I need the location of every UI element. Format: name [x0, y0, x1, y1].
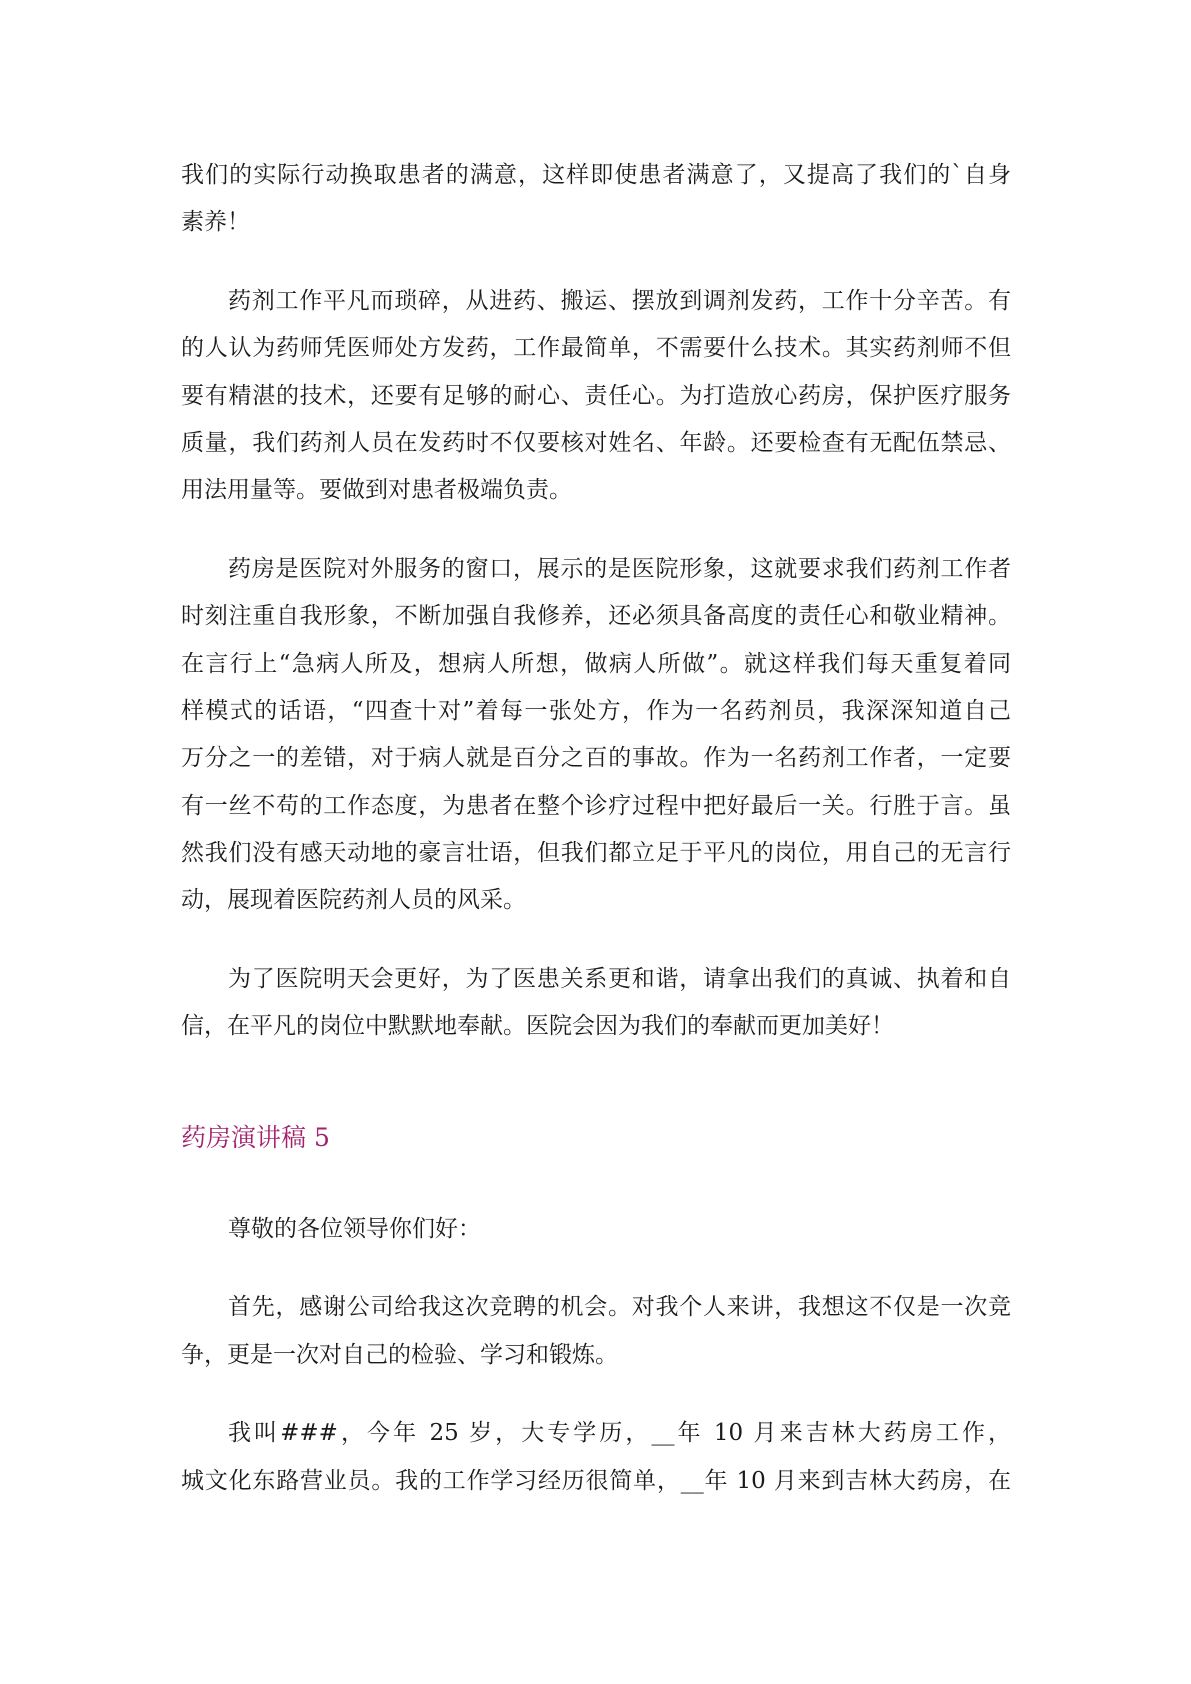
paragraph-line: 素养！	[181, 209, 250, 236]
paragraph-line: 我叫###，今年 25 岁，大专学历，__年 10 月来吉林大药房工作，	[228, 1420, 1011, 1447]
body-paragraph	[181, 278, 1011, 515]
paragraph-line: 时刻注重自我形象，不断加强自我修养，还必须具备高度的责任心和敬业精神。	[181, 603, 1011, 630]
body-paragraph	[181, 956, 1011, 1051]
paragraph-line: 动，展现着医院药剂人员的风采。	[181, 887, 526, 914]
body-paragraph	[181, 1206, 1011, 1253]
paragraph-line: 用法用量等。要做到对患者极端负责。	[181, 477, 572, 504]
section-heading: 药房演讲稿 5	[181, 1122, 330, 1152]
paragraph-line: 争，更是一次对自己的检验、学习和锻炼。	[181, 1341, 618, 1368]
paragraph-line: 在言行上“急病人所及，想病人所想，做病人所做”。就这样我们每天重复着同	[181, 650, 1011, 677]
paragraph-line: 万分之一的差错，对于病人就是百分之百的事故。作为一名药剂工作者，一定要	[181, 745, 1011, 772]
paragraph-line: 为了医院明天会更好，为了医患关系更和谐，请拿出我们的真诚、执着和自	[228, 965, 1011, 992]
paragraph-line: 首先，感谢公司给我这次竞聘的机会。对我个人来讲，我想这不仅是一次竞	[228, 1294, 1011, 1321]
paragraph-line: 信，在平凡的岗位中默默地奉献。医院会因为我们的奉献而更加美好！	[181, 1013, 894, 1040]
paragraph-line: 的人认为药师凭医师处方发药，工作最简单，不需要什么技术。其实药剂师不但	[181, 335, 1011, 362]
paragraph-line: 药房是医院对外服务的窗口，展示的是医院形象，这就要求我们药剂工作者	[228, 555, 1011, 582]
paragraph-line: 药剂工作平凡而琐碎，从进药、搬运、摆放到调剂发药，工作十分辛苦。有	[228, 287, 1011, 314]
paragraph-line: 我们的实际行动换取患者的满意，这样即使患者满意了，又提高了我们的`自身	[181, 162, 1011, 188]
body-paragraph	[181, 152, 1011, 247]
paragraph-line: 有一丝不苟的工作态度，为患者在整个诊疗过程中把好最后一关。行胜于言。虽	[181, 792, 1011, 819]
paragraph-line: 然我们没有感天动地的豪言壮语，但我们都立足于平凡的岗位，用自己的无言行	[181, 840, 1011, 867]
paragraph-line: 城文化东路营业员。我的工作学习经历很简单，__年 10 月来到吉林大药房，在	[181, 1467, 1011, 1494]
paragraph-line: 要有精湛的技术，还要有足够的耐心、责任心。为打造放心药房，保护医疗服务	[181, 382, 1011, 409]
document-body	[181, 152, 1011, 1536]
body-paragraph	[181, 1410, 1011, 1505]
body-paragraph	[181, 1284, 1011, 1379]
paragraph-line: 样模式的话语，“四查十对”着每一张处方，作为一名药剂员，我深深知道自己	[181, 697, 1011, 724]
body-paragraph	[181, 546, 1011, 925]
paragraph-line: 尊敬的各位领导你们好：	[228, 1216, 481, 1243]
paragraph-line: 质量，我们药剂人员在发药时不仅要核对姓名、年龄。还要检查有无配伍禁忌、	[181, 429, 1011, 456]
